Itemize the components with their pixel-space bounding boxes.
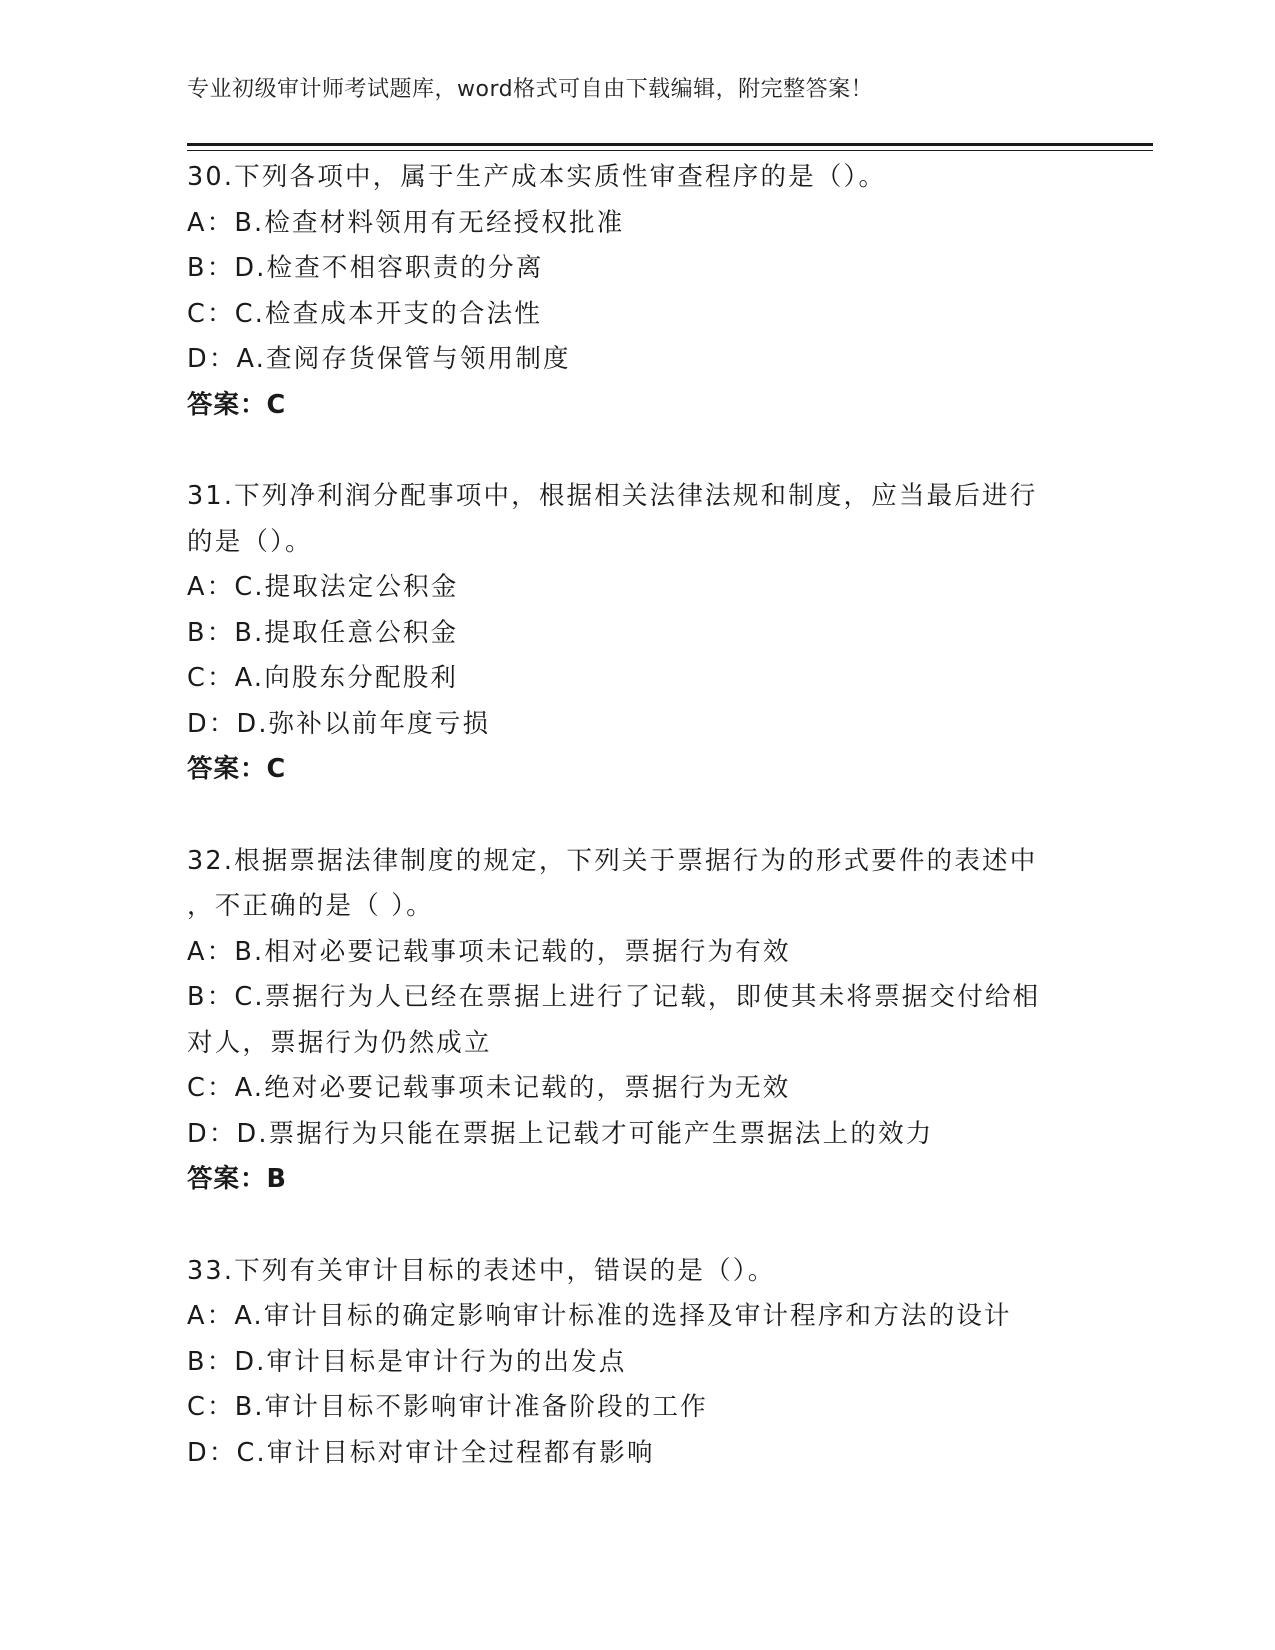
question-stem: 31.下列净利润分配事项中，根据相关法律法规和制度，应当最后进行	[187, 481, 1038, 511]
question-stem: 32.根据票据法律制度的规定，下列关于票据行为的形式要件的表述中	[187, 845, 1038, 876]
page-header: 专业初级审计师考试题库，word格式可自由下载编辑，附完整答案！	[187, 77, 874, 102]
answer-option: B：D.审计目标是审计行为的出发点	[187, 1346, 627, 1377]
answer-option: B：D.检查不相容职责的分离	[187, 253, 544, 283]
answer-key: 答案：B	[187, 1164, 287, 1194]
answer-option: D：A.查阅存货保管与领用制度	[187, 344, 571, 374]
answer-option: 对人，票据行为仍然成立	[187, 1027, 492, 1058]
header-rule-thin	[187, 150, 1153, 151]
answer-option: C：C.检查成本开支的合法性	[187, 298, 543, 329]
question-stem: 33.下列有关审计目标的表述中，错误的是（）。	[187, 1255, 776, 1286]
answer-key: 答案：C	[187, 389, 287, 420]
answer-option: A：A.审计目标的确定影响审计标准的选择及审计程序和方法的设计	[187, 1301, 1012, 1331]
answer-option: B：B.提取任意公积金	[187, 617, 459, 648]
answer-option: A：C.提取法定公积金	[187, 572, 459, 602]
answer-key: 答案：C	[187, 754, 287, 784]
answer-option: D：D.弥补以前年度亏损	[187, 708, 491, 739]
question-block	[187, 1249, 1077, 1477]
answer-option: D：D.票据行为只能在票据上记载才可能产生票据法上的效力	[187, 1118, 934, 1149]
answer-option: B：C.票据行为人已经在票据上进行了记载，即使其未将票据交付给相	[187, 982, 1041, 1012]
question-block	[187, 474, 1077, 793]
question-stem: ，不正确的是（ ）。	[187, 891, 434, 921]
question-stem: 的是（）。	[187, 526, 313, 557]
header-rule-thick	[187, 143, 1153, 146]
answer-option: C：B.审计目标不影响审计准备阶段的工作	[187, 1392, 708, 1422]
answer-option: D：C.审计目标对审计全过程都有影响	[187, 1437, 655, 1468]
answer-option: C：A.向股东分配股利	[187, 663, 459, 693]
question-list	[187, 155, 1077, 1522]
question-block	[187, 155, 1077, 428]
answer-option: A：B.相对必要记载事项未记载的，票据行为有效	[187, 936, 791, 967]
answer-option: A：B.检查材料领用有无经授权批准	[187, 207, 625, 238]
answer-option: C：A.绝对必要记载事项未记载的，票据行为无效	[187, 1073, 791, 1103]
question-stem: 30.下列各项中，属于生产成本实质性审查程序的是（）。	[187, 162, 887, 192]
question-block	[187, 839, 1077, 1203]
